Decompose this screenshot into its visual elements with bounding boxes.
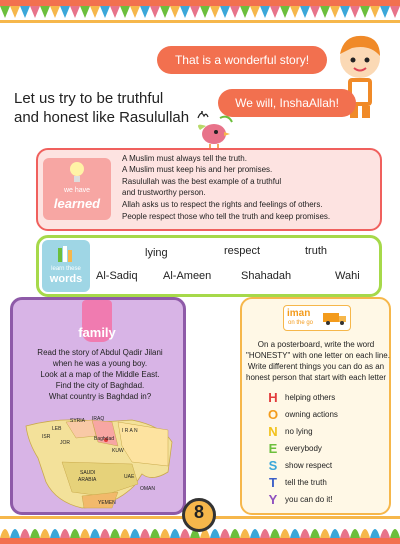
border-arch: [260, 529, 270, 538]
honesty-item-text: owning actions: [285, 410, 338, 419]
map-label-syria: SYRIA: [70, 418, 86, 424]
border-arch: [20, 529, 30, 538]
family-line-3: Look at a map of the Middle East.: [40, 370, 160, 379]
border-triangle: [200, 6, 210, 18]
border-arch: [90, 529, 100, 538]
border-arch: [350, 529, 360, 538]
border-triangle: [70, 6, 80, 18]
border-triangle: [190, 6, 200, 18]
honesty-item-text: no lying: [285, 427, 313, 436]
learned-badge-small-text: we have: [63, 187, 91, 194]
border-arch: [10, 529, 20, 538]
intro-line-1: Let us try to be truthful: [14, 90, 164, 107]
map-label-uae: UAE: [124, 474, 135, 480]
learned-line-4: and trustworthy person.: [122, 188, 206, 197]
border-triangle: [180, 6, 190, 18]
border-arch: [320, 529, 330, 538]
border-triangle: [280, 6, 290, 18]
border-arch: [140, 529, 150, 538]
vocab-word: respect: [224, 245, 261, 257]
learned-line-3: Rasulullah was the best example of a truthful: [122, 177, 282, 186]
vocab-word: Al-Ameen: [163, 270, 212, 282]
border-arch: [340, 529, 350, 538]
border-triangle: [340, 6, 350, 18]
border-triangle: [260, 6, 270, 18]
iman-line-2: "HONESTY" with one letter on each line.: [246, 351, 390, 360]
honesty-item-text: everybody: [285, 444, 322, 453]
map-label-arabia: ARABIA: [78, 477, 97, 483]
map-label-iran: I R A N: [122, 428, 138, 434]
map-label-yemen: YEMEN: [98, 500, 116, 506]
family-line-2: when he was a young boy.: [52, 359, 148, 368]
map-label-baghdad: Baghdad: [94, 436, 115, 442]
border-triangle: [220, 6, 230, 18]
honesty-item-text: show respect: [285, 461, 333, 470]
border-triangle: [330, 6, 340, 18]
border-arch: [230, 529, 240, 538]
border-triangle: [120, 6, 130, 18]
border-arch: [370, 529, 380, 538]
border-triangle: [370, 6, 380, 18]
honesty-item-text: tell the truth: [285, 478, 327, 487]
border-triangle: [170, 6, 180, 18]
honesty-letter: E: [268, 441, 278, 456]
border-arch: [220, 529, 230, 538]
border-triangle: [360, 6, 370, 18]
border-triangle: [130, 6, 140, 18]
border-arch: [0, 529, 10, 538]
border-triangle: [150, 6, 160, 18]
border-arch: [360, 529, 370, 538]
border-arch: [130, 529, 140, 538]
border-arch: [310, 529, 320, 538]
family-badge-title: family: [78, 325, 116, 340]
border-arch: [70, 529, 80, 538]
border-arch: [150, 529, 160, 538]
honesty-letter: N: [268, 424, 278, 439]
border-triangle: [290, 6, 300, 18]
vocab-word: lying: [145, 247, 168, 259]
border-arch: [110, 529, 120, 538]
words-badge-title: words: [49, 273, 83, 285]
honesty-letter: O: [267, 407, 279, 422]
honesty-letter: H: [268, 390, 278, 405]
border-triangle: [0, 6, 10, 18]
learned-line-5: Allah asks us to respect the rights and feelings of others.: [122, 200, 323, 209]
border-triangle: [80, 6, 90, 18]
border-triangle: [10, 6, 20, 18]
border-arch: [40, 529, 50, 538]
bird-illustration: [192, 112, 236, 152]
top-decorative-border: [0, 0, 400, 24]
iman-badge-subtitle: on the go: [288, 320, 314, 326]
lightbulb-icon: [68, 160, 86, 186]
truck-icon: [322, 310, 348, 326]
border-triangle: [380, 6, 390, 18]
border-arch: [170, 529, 180, 538]
learned-badge-title: learned: [53, 196, 101, 211]
intro-line-2: and honest like Rasulullah: [14, 109, 190, 126]
border-triangle: [320, 6, 330, 18]
map-label-saudi: SAUDI: [80, 470, 96, 476]
speech-bubble-inshaallah: We will, InshaAllah!: [218, 89, 356, 117]
map-label-kuw: KUW: [112, 448, 124, 454]
border-arch: [280, 529, 290, 538]
border-triangle: [90, 6, 100, 18]
border-triangle: [110, 6, 120, 18]
border-triangle: [250, 6, 260, 18]
border-arch: [50, 529, 60, 538]
border-triangle: [390, 6, 400, 18]
border-triangle: [40, 6, 50, 18]
honesty-letter: T: [269, 475, 277, 490]
border-arch: [250, 529, 260, 538]
border-arch: [270, 529, 280, 538]
iman-line-1: On a posterboard, write the word: [257, 340, 375, 349]
iman-badge-title: iman: [287, 308, 311, 319]
border-arch: [60, 529, 70, 538]
family-line-5: What country is Baghdad in?: [48, 392, 152, 401]
honesty-item-text: helping others: [285, 393, 336, 402]
honesty-letter: Y: [268, 492, 278, 507]
family-line-4: Find the city of Baghdad.: [55, 381, 145, 390]
vocab-word: Shahadah: [241, 270, 292, 282]
middle-east-map: [22, 412, 176, 510]
border-triangle: [50, 6, 60, 18]
border-triangle: [240, 6, 250, 18]
border-arch: [290, 529, 300, 538]
map-label-jor: JOR: [60, 440, 70, 446]
border-triangle: [140, 6, 150, 18]
border-arch: [160, 529, 170, 538]
border-triangle: [100, 6, 110, 18]
speech-bubble-wonderful: That is a wonderful story!: [157, 46, 327, 74]
words-badge-small-text: learn these: [51, 266, 81, 272]
iman-line-3: Write different things you can do as an: [247, 362, 385, 371]
border-arch: [300, 529, 310, 538]
border-triangle: [60, 6, 70, 18]
border-triangle: [300, 6, 310, 18]
border-triangle: [230, 6, 240, 18]
border-triangle: [350, 6, 360, 18]
border-arch: [210, 529, 220, 538]
honesty-item-text: you can do it!: [285, 495, 333, 504]
books-icon: [56, 244, 76, 264]
border-arch: [100, 529, 110, 538]
border-arch: [180, 529, 190, 538]
map-label-iraq: IRAQ: [92, 416, 105, 422]
border-arch: [380, 529, 390, 538]
page-number: 8: [193, 502, 204, 522]
vocab-word: truth: [305, 245, 328, 257]
map-label-isr: ISR: [42, 434, 51, 440]
learned-line-2: A Muslim must keep his and her promises.: [122, 165, 273, 174]
border-triangle: [20, 6, 30, 18]
learned-line-1: A Muslim must always tell the truth.: [122, 154, 247, 163]
border-arch: [80, 529, 90, 538]
learned-line-6: People respect those who tell the truth and keep promises.: [122, 212, 331, 221]
border-triangle: [210, 6, 220, 18]
iman-line-4: honest person that start with each letter: [246, 373, 387, 382]
border-arch: [330, 529, 340, 538]
border-triangle: [160, 6, 170, 18]
border-arch: [240, 529, 250, 538]
border-arch: [30, 529, 40, 538]
honesty-letter: S: [268, 458, 278, 473]
border-arch: [390, 529, 400, 538]
map-label-leb: LEB: [52, 426, 62, 432]
border-triangle: [30, 6, 40, 18]
border-arch: [120, 529, 130, 538]
vocab-word: Al-Sadiq: [96, 270, 138, 282]
vocab-word: Wahi: [335, 270, 360, 282]
family-line-1: Read the story of Abdul Qadir Jilani: [37, 348, 163, 357]
border-triangle: [310, 6, 320, 18]
border-triangle: [270, 6, 280, 18]
map-label-oman: OMAN: [140, 486, 155, 492]
